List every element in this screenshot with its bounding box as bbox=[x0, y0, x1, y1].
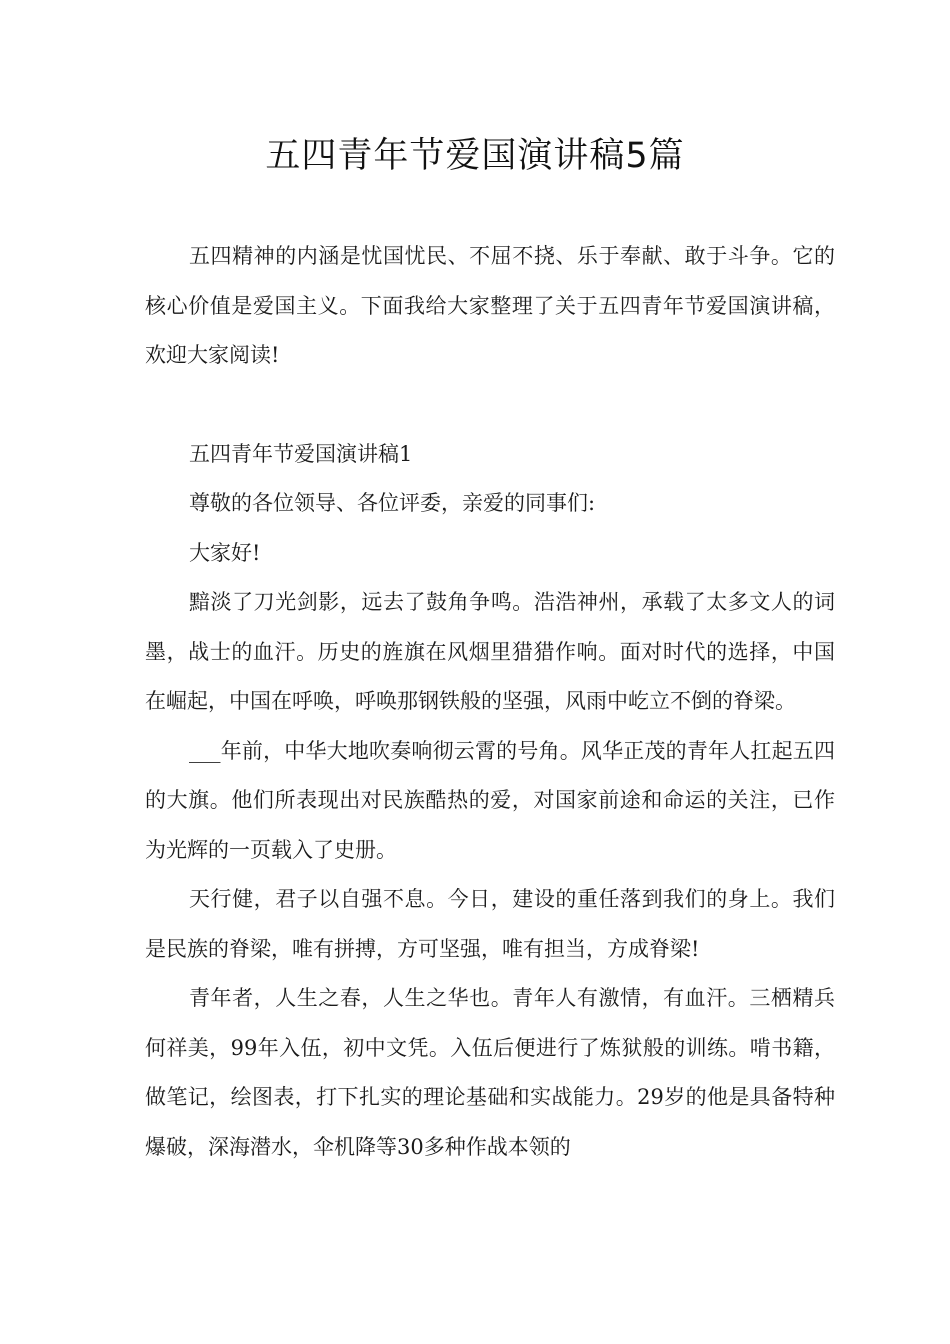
body-paragraph: 天行健，君子以自强不息。今日，建设的重任落到我们的身上。我们是民族的脊梁，唯有拼搏，方可坚强，唯有担当，方成脊梁! bbox=[145, 887, 835, 961]
intro-paragraph: 五四精神的内涵是忧国忧民、不屈不挠、乐于奉献、敢于斗争。它的核心价值是爱国主义。下面我给大家整理了关于五四青年节爱国演讲稿，欢迎大家阅读! bbox=[145, 244, 835, 367]
document-body bbox=[145, 232, 835, 1172]
section-heading: 五四青年节爱国演讲稿1 bbox=[189, 441, 413, 466]
body-paragraph: 黯淡了刀光剑影，远去了鼓角争鸣。浩浩神州，承载了太多文人的词墨，战士的血汗。历史的旌旗在风烟里猎猎作响。面对时代的选择，中国在崛起，中国在呼唤，呼唤那钢铁般的坚强，风雨中屹立不倒的脊梁。 bbox=[145, 590, 835, 713]
document-title: 五四青年节爱国演讲稿5篇 bbox=[265, 136, 685, 176]
body-paragraph: 青年者，人生之春，人生之华也。青年人有激情，有血汗。三栖精兵何祥美，99年入伍，初中文凭。入伍后便进行了炼狱般的训练。啃书籍，做笔记，绘图表，打下扎实的理论基础和实战能力。29岁的他是具备特种爆破，深海潜水，伞机降等30多种作战本领的 bbox=[145, 986, 835, 1159]
greeting-paragraph: 大家好! bbox=[189, 540, 261, 565]
body-paragraph: ___年前，中华大地吹奏响彻云霄的号角。风华正茂的青年人扛起五四的大旗。他们所表现出对民族酷热的爱，对国家前途和命运的关注，已作为光辉的一页载入了史册。 bbox=[145, 738, 835, 862]
salutation-paragraph: 尊敬的各位领导、各位评委，亲爱的同事们: bbox=[189, 491, 596, 515]
